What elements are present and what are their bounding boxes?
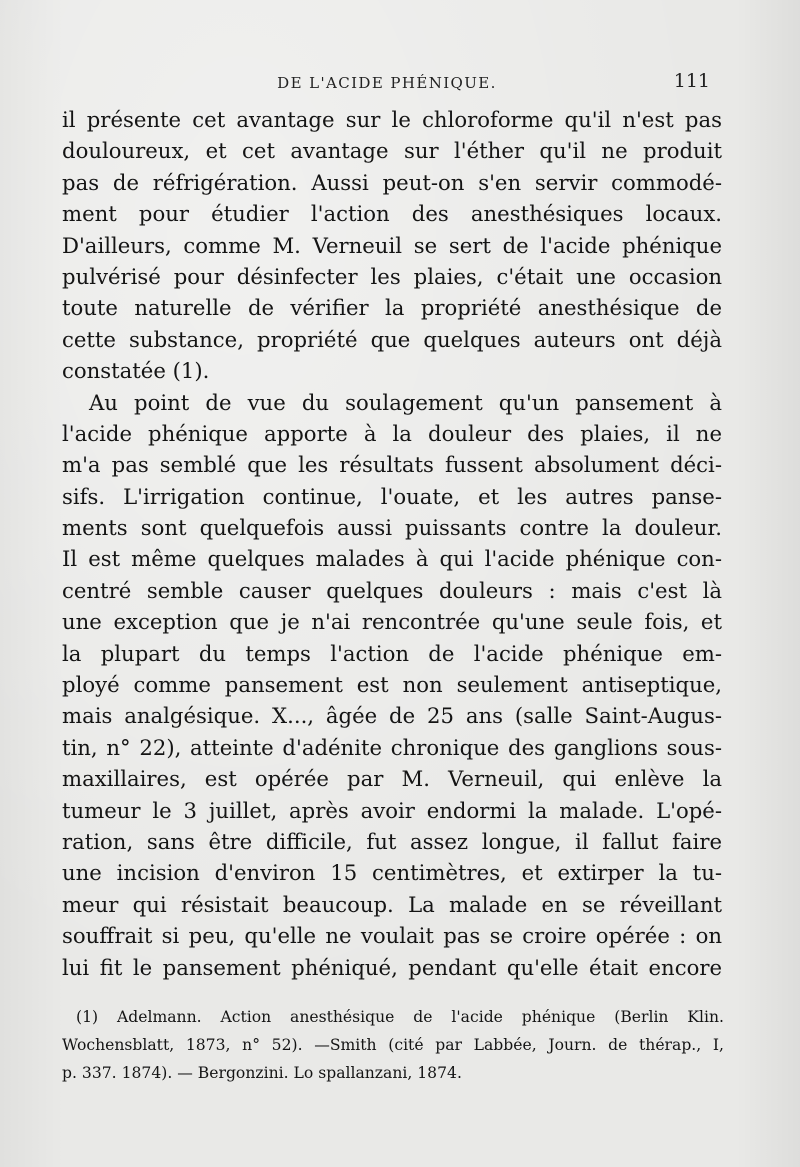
text-line: tumeur le 3 juillet, après avoir endormi la malade. L'opé- bbox=[62, 797, 722, 823]
text-line: il présente cet avantage sur le chloroforme qu'il n'est pas bbox=[62, 107, 722, 132]
text-line: meur qui résistait beaucoup. La malade en se réveillant bbox=[62, 891, 722, 917]
text-line: toute naturelle de vérifier la propriété anesthésique de bbox=[62, 295, 722, 321]
text-line: ployé comme pansement est non seulement antiseptique, bbox=[62, 672, 722, 698]
text-line: pas de réfrigération. Aussi peut-on s'en servir commodé- bbox=[62, 169, 722, 195]
text-line: pulvérisé pour désinfecter les plaies, c'était une occasion bbox=[62, 263, 722, 289]
text-line: une incision d'environ 15 centimètres, et extirper la tu- bbox=[62, 860, 722, 886]
body-text bbox=[62, 104, 722, 983]
text-line: l'acide phénique apporte à la douleur des plaies, il ne bbox=[62, 420, 722, 446]
text-line: ment pour étudier l'action des anesthésiques locaux. bbox=[62, 201, 722, 227]
text-line: Au point de vue du soulagement qu'un pansement à bbox=[89, 389, 722, 415]
text-line: constatée (1). bbox=[62, 358, 210, 384]
text-line: sifs. L'irrigation continue, l'ouate, et les autres panse- bbox=[62, 483, 722, 509]
text-line: souffrait si peu, qu'elle ne voulait pas se croire opérée : on bbox=[62, 923, 722, 949]
text-line: une exception que je n'ai rencontrée qu'une seule fois, et bbox=[62, 609, 722, 635]
text-line: mais analgésique. X..., âgée de 25 ans (salle Saint-Augus- bbox=[62, 703, 722, 729]
footnote-line: Wochensblatt, 1873, n° 52). —Smith (cité par Labbée, Journ. de thérap., I, bbox=[62, 1036, 724, 1054]
footnotes bbox=[62, 1003, 724, 1087]
text-line: D'ailleurs, comme M. Verneuil se sert de l'acide phénique bbox=[62, 232, 722, 258]
footnote-line: (1) Adelmann. Action anesthésique de l'acide phénique (Berlin Klin. bbox=[76, 1008, 724, 1026]
text-line: cette substance, propriété que quelques auteurs ont déjà bbox=[62, 326, 722, 352]
running-head bbox=[62, 70, 712, 100]
text-line: maxillaires, est opérée par M. Verneuil, qui enlève la bbox=[62, 766, 722, 792]
text-line: tin, n° 22), atteinte d'adénite chronique des ganglions sous- bbox=[62, 734, 722, 760]
page-number: 111 bbox=[673, 70, 710, 92]
text-line: centré semble causer quelques douleurs : mais c'est là bbox=[62, 577, 722, 603]
running-title: DE L'ACIDE PHÉNIQUE. bbox=[277, 74, 497, 92]
text-line: la plupart du temps l'action de l'acide phénique em- bbox=[62, 640, 722, 666]
text-line: m'a pas semblé que les résultats fussent absolument déci- bbox=[62, 452, 722, 478]
footnote-line: p. 337. 1874). — Bergonzini. Lo spallanzani, 1874. bbox=[62, 1064, 462, 1082]
text-line: ration, sans être difficile, fut assez longue, il fallut faire bbox=[62, 828, 722, 854]
text-line: Il est même quelques malades à qui l'acide phénique con- bbox=[62, 546, 722, 572]
text-line: lui fit le pansement phéniqué, pendant qu'elle était encore bbox=[62, 954, 722, 980]
text-line: douloureux, et cet avantage sur l'éther qu'il ne produit bbox=[62, 138, 722, 164]
text-line: ments sont quelquefois aussi puissants contre la douleur. bbox=[62, 515, 722, 541]
